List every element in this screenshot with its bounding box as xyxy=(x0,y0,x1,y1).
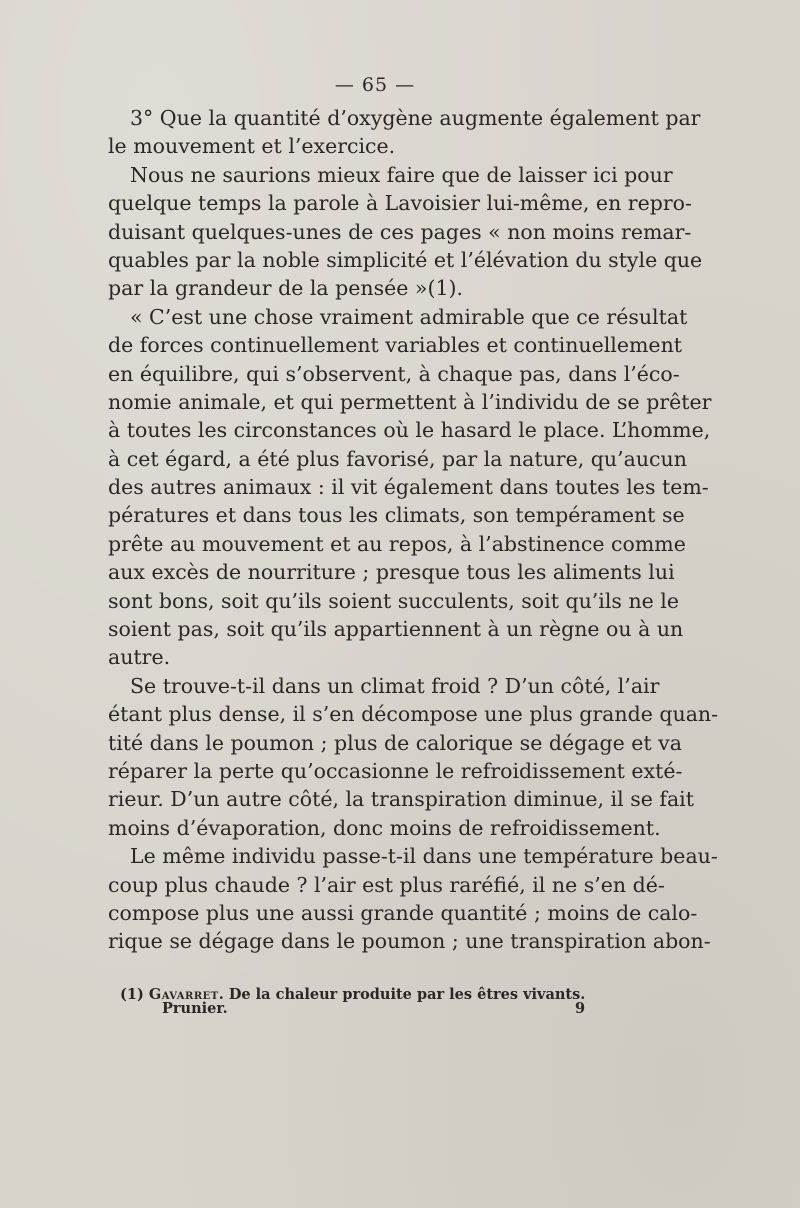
text-line: tité dans le poumon ; plus de calorique se dégage et va xyxy=(108,730,682,755)
text-line: Se trouve-t-il dans un climat froid ? D’un côté, l’air xyxy=(130,673,660,698)
text-line: « C’est une chose vraiment admirable que ce résultat xyxy=(130,304,688,329)
page-number: — 65 — xyxy=(334,74,416,96)
text-line: Le même individu passe-t-il dans une température beau- xyxy=(130,844,718,869)
footnote-ref: (1) xyxy=(120,986,144,1003)
text-line: quelque temps la parole à Lavoisier lui-même, en repro- xyxy=(108,191,692,216)
text-line: de forces continuellement variables et continuellement xyxy=(108,333,683,358)
text-line: 3° Que la quantité d’oxygène augmente également par xyxy=(130,106,701,130)
body-text xyxy=(108,104,719,956)
text-line: nomie animale, et qui permettent à l’individu de se prêter xyxy=(108,389,712,414)
printer-signature xyxy=(0,1000,800,1024)
footnote-text: . De la chaleur produite par les êtres vivants. xyxy=(218,986,586,1003)
text-line: rieur. D’un autre côté, la transpiration diminue, il se fait xyxy=(108,787,694,812)
text-line: réparer la perte qu’occasionne le refroidissement exté- xyxy=(108,758,683,783)
text-line: en équilibre, qui s’observent, à chaque pas, dans l’éco- xyxy=(108,361,680,386)
text-line: autre. xyxy=(108,645,171,670)
text-line: sont bons, soit qu’ils soient succulents, soit qu’ils ne le xyxy=(108,588,679,613)
text-line: à cet égard, a été plus favorisé, par la nature, qu’aucun xyxy=(108,446,687,471)
text-line: pératures et dans tous les climats, son tempérament se xyxy=(108,503,685,528)
text-line: des autres animaux : il vit également dans toutes les tem- xyxy=(108,475,709,500)
text-line: prête au mouvement et au repos, à l’abstinence comme xyxy=(108,531,686,556)
text-line: soient pas, soit qu’ils appartiennent à un règne ou à un xyxy=(108,617,684,642)
text-line: rique se dégage dans le poumon ; une transpiration abon- xyxy=(108,929,711,954)
text-line: étant plus dense, il s’en décompose une plus grande quan- xyxy=(108,702,719,727)
footnote-author: Gavarret xyxy=(148,986,219,1003)
text-line: duisant quelques-unes de ces pages « non moins remar- xyxy=(108,219,692,244)
text-line: compose plus une aussi grande quantité ; moins de calo- xyxy=(108,900,698,925)
text-line: quables par la noble simplicité et l’élévation du style que xyxy=(108,247,703,272)
text-line: coup plus chaude ? l’air est plus raréfié, il ne s’en dé- xyxy=(108,872,665,897)
text-line: le mouvement et l’exercice. xyxy=(108,134,396,159)
printer-name: Prunier. xyxy=(162,1000,228,1017)
text-line: Nous ne saurions mieux faire que de laisser ici pour xyxy=(130,162,673,187)
sheet-number: 9 xyxy=(575,1000,586,1017)
text-line: moins d’évaporation, donc moins de refroidissement. xyxy=(108,815,661,840)
text-line: par la grandeur de la pensée »(1). xyxy=(108,276,463,301)
text-line: à toutes les circonstances où le hasard le place. L’homme, xyxy=(108,418,711,443)
text-line: aux excès de nourriture ; presque tous les aliments lui xyxy=(108,560,675,585)
